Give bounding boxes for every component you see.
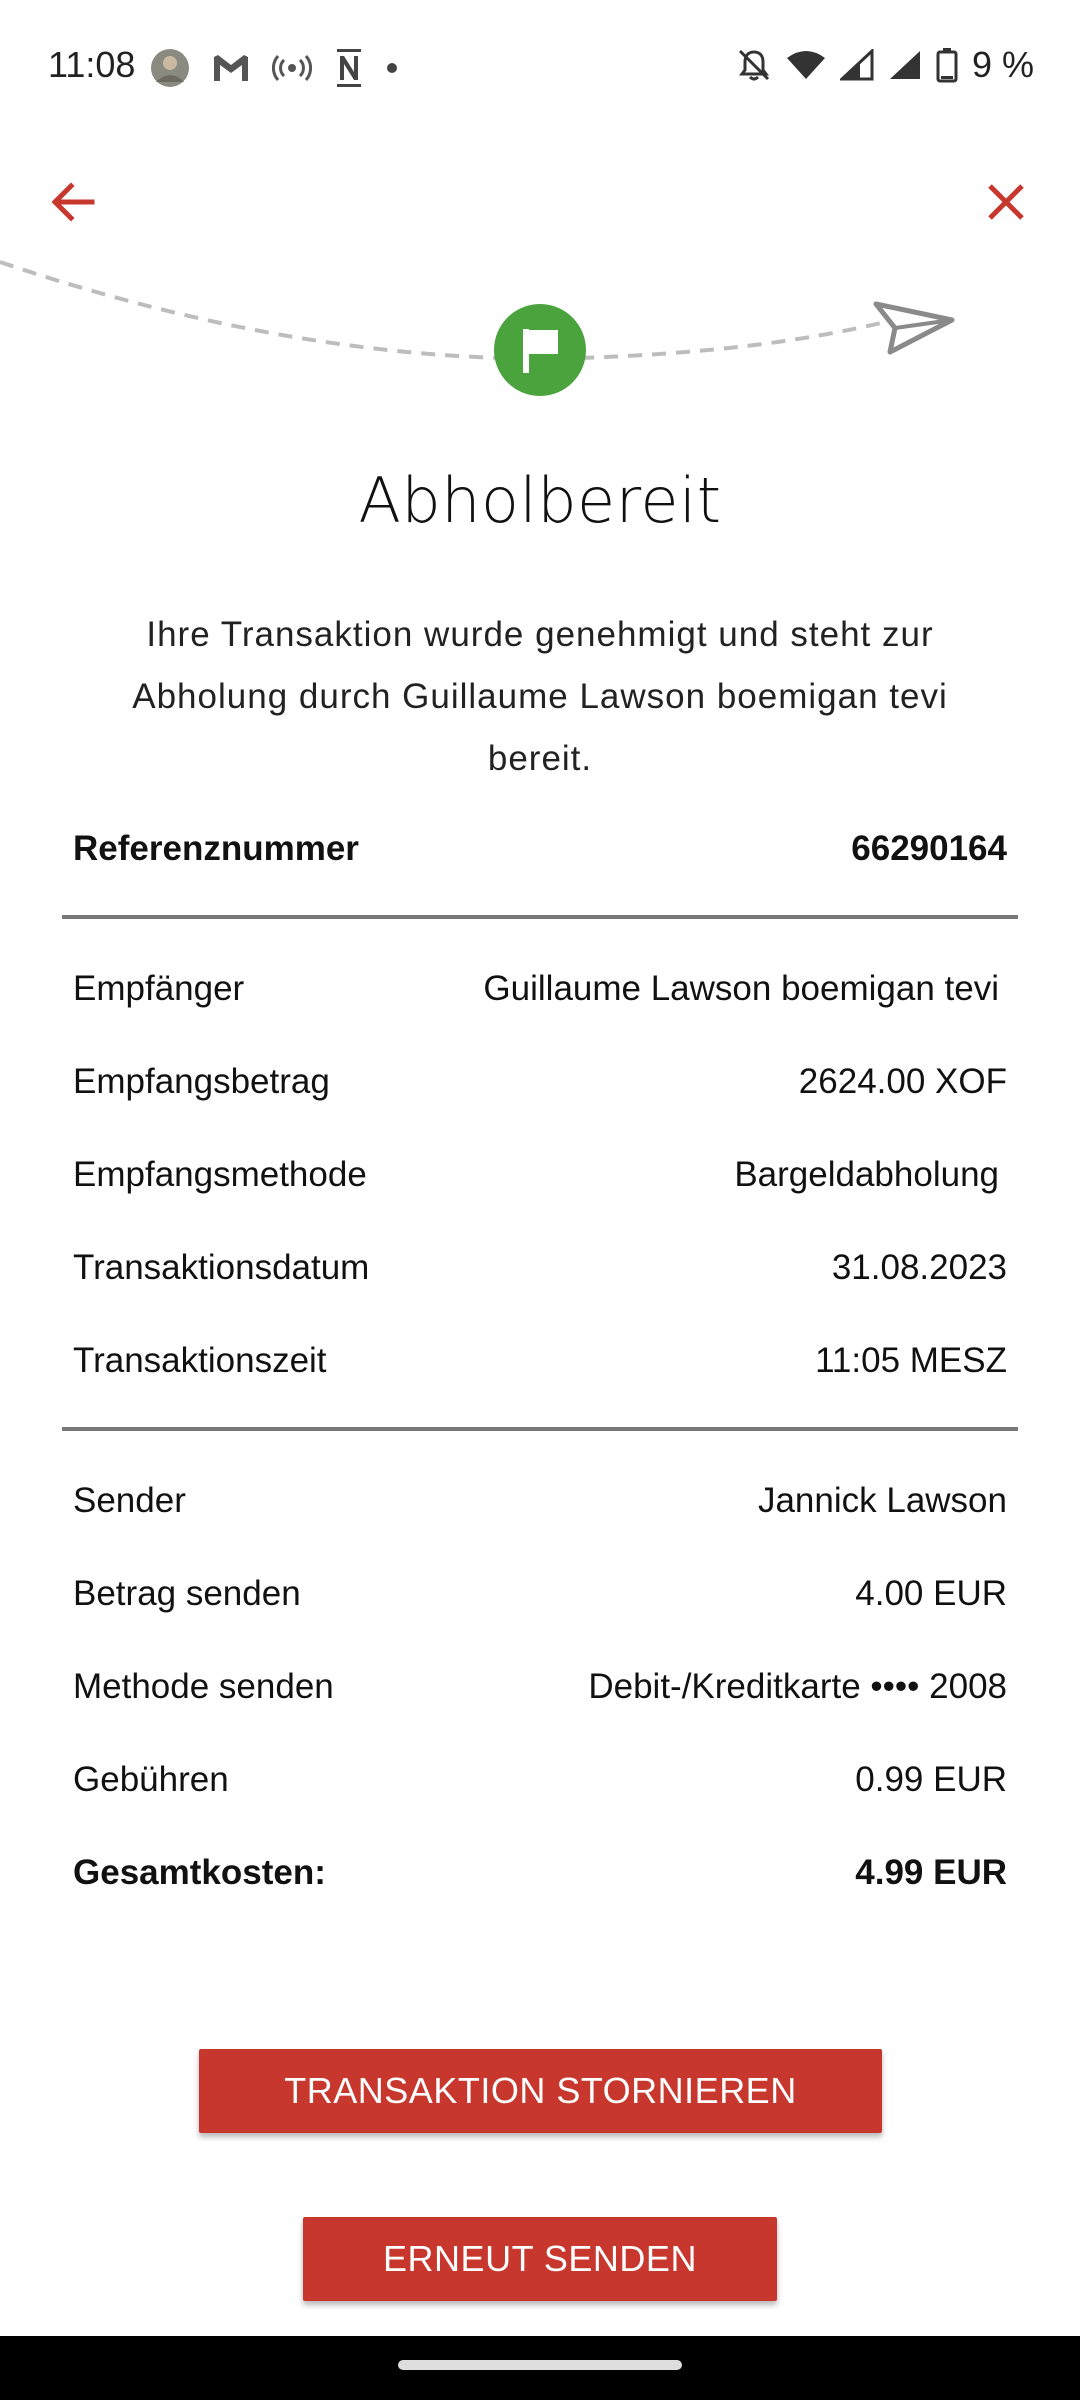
fees-row xyxy=(73,1750,1007,1810)
notification-icons xyxy=(150,48,398,88)
flag-icon xyxy=(494,304,586,396)
detail-label: Methode senden xyxy=(73,1667,334,1706)
reference-row xyxy=(73,819,1007,879)
notion-icon xyxy=(334,48,364,88)
transaction-time-row xyxy=(73,1331,1007,1391)
battery-icon xyxy=(936,47,958,83)
page-title: Abholbereit xyxy=(358,464,722,537)
detail-value: Bargeldabholung xyxy=(734,1155,999,1194)
arrow-back-icon xyxy=(44,172,104,232)
back-button[interactable] xyxy=(44,172,104,232)
transaction-date-row xyxy=(73,1238,1007,1298)
reference-value: 66290164 xyxy=(851,829,1007,868)
mute-icon xyxy=(736,47,772,83)
detail-value: 0.99 EUR xyxy=(855,1760,1007,1799)
signal-icon xyxy=(888,49,922,81)
status-time: 11:08 xyxy=(48,44,136,85)
detail-label: Transaktionszeit xyxy=(73,1341,327,1380)
detail-value: Jannick Lawson xyxy=(757,1481,1007,1520)
detail-label: Empfänger xyxy=(73,969,245,1008)
gmail-icon xyxy=(212,53,250,83)
detail-label: Betrag senden xyxy=(73,1574,301,1613)
dot-icon xyxy=(386,62,398,74)
divider xyxy=(62,1427,1018,1431)
detail-value: 31.08.2023 xyxy=(831,1248,1007,1287)
send-icon xyxy=(876,304,952,352)
send-amount-row xyxy=(73,1564,1007,1624)
detail-label: Empfangsbetrag xyxy=(73,1062,330,1101)
detail-value: Debit-/Kreditkarte •••• 2008 xyxy=(588,1667,1007,1706)
receive-amount-row xyxy=(73,1052,1007,1112)
detail-value: 2624.00 XOF xyxy=(798,1062,1007,1101)
status-bar xyxy=(0,0,1080,140)
divider xyxy=(62,915,1018,919)
send-method-row xyxy=(73,1657,1007,1717)
battery-percentage: 9 % xyxy=(971,44,1034,85)
detail-value: 4.00 EUR xyxy=(855,1574,1007,1613)
reference-label: Referenznummer xyxy=(73,829,359,868)
total-label: Gesamtkosten: xyxy=(73,1853,326,1892)
detail-label: Gebühren xyxy=(73,1760,229,1799)
hotspot-icon xyxy=(272,53,312,83)
close-button[interactable] xyxy=(976,172,1036,232)
wifi-icon xyxy=(786,49,826,81)
close-icon xyxy=(976,172,1036,232)
cancel-transaction-button[interactable]: TRANSAKTION STORNIEREN xyxy=(199,2049,882,2133)
avatar-icon xyxy=(150,48,190,88)
detail-value: 11:05 MESZ xyxy=(815,1341,1007,1380)
signal-icon xyxy=(840,49,874,81)
top-navigation xyxy=(0,160,1080,240)
detail-label: Empfangsmethode xyxy=(73,1155,367,1194)
home-gesture-handle[interactable] xyxy=(398,2360,682,2370)
detail-value: Guillaume Lawson boemigan tevi xyxy=(483,969,999,1008)
total-row xyxy=(73,1843,1007,1903)
status-description: Ihre Transaktion wurde genehmigt und steht zur Abholung durch Guillaume Lawson boemigan tevi bereit. xyxy=(132,615,948,778)
recipient-row xyxy=(73,959,1007,1019)
sender-row xyxy=(73,1471,1007,1531)
system-icons xyxy=(736,44,1034,86)
detail-label: Sender xyxy=(73,1481,186,1520)
total-value: 4.99 EUR xyxy=(855,1853,1007,1892)
system-navigation-bar xyxy=(0,2336,1080,2400)
receive-method-row xyxy=(73,1145,1007,1205)
resend-button[interactable]: ERNEUT SENDEN xyxy=(303,2217,777,2301)
detail-label: Transaktionsdatum xyxy=(73,1248,370,1287)
transfer-progress-graphic xyxy=(0,240,1080,430)
